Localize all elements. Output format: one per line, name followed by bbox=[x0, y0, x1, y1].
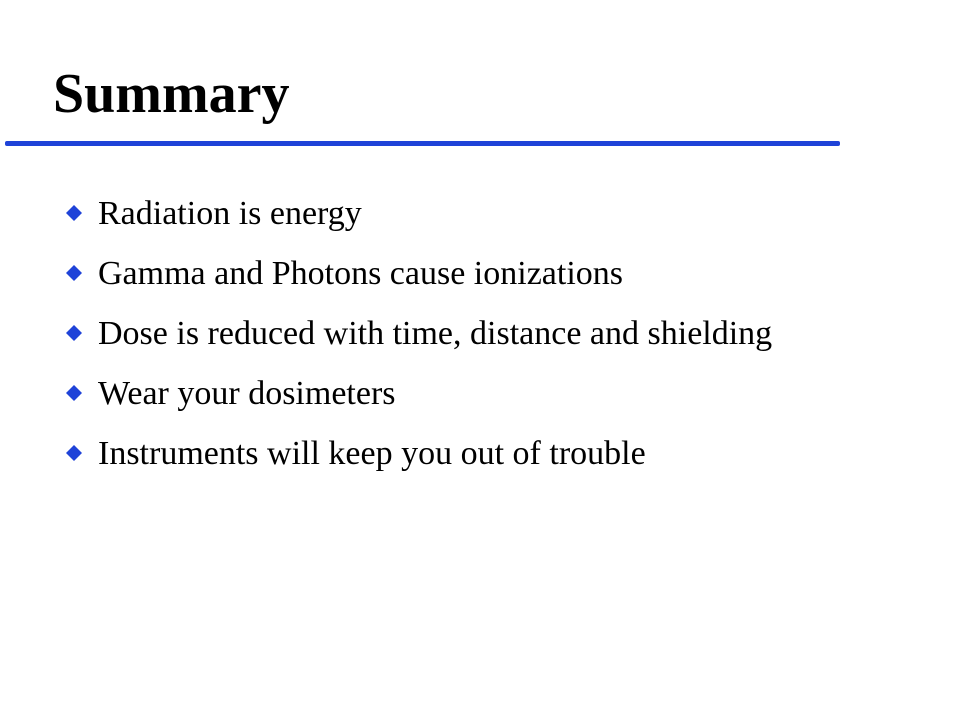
slide-title: Summary bbox=[53, 63, 290, 125]
bullet-list bbox=[66, 192, 866, 492]
diamond-bullet-icon bbox=[66, 385, 82, 401]
diamond-bullet-icon bbox=[66, 205, 82, 221]
bullet-text: Instruments will keep you out of trouble bbox=[98, 435, 646, 472]
list-item bbox=[66, 192, 866, 235]
list-item bbox=[66, 372, 866, 415]
list-item bbox=[66, 432, 866, 475]
list-item bbox=[66, 312, 866, 355]
bullet-text: Gamma and Photons cause ionizations bbox=[98, 255, 624, 292]
diamond-bullet-icon bbox=[66, 325, 82, 341]
bullet-text: Dose is reduced with time, distance and shielding bbox=[98, 315, 773, 352]
diamond-bullet-icon bbox=[66, 265, 82, 281]
bullet-text: Radiation is energy bbox=[98, 195, 362, 232]
list-item bbox=[66, 252, 866, 295]
bullet-text: Wear your dosimeters bbox=[98, 375, 396, 412]
diamond-bullet-icon bbox=[66, 445, 82, 461]
title-underline bbox=[5, 141, 840, 146]
